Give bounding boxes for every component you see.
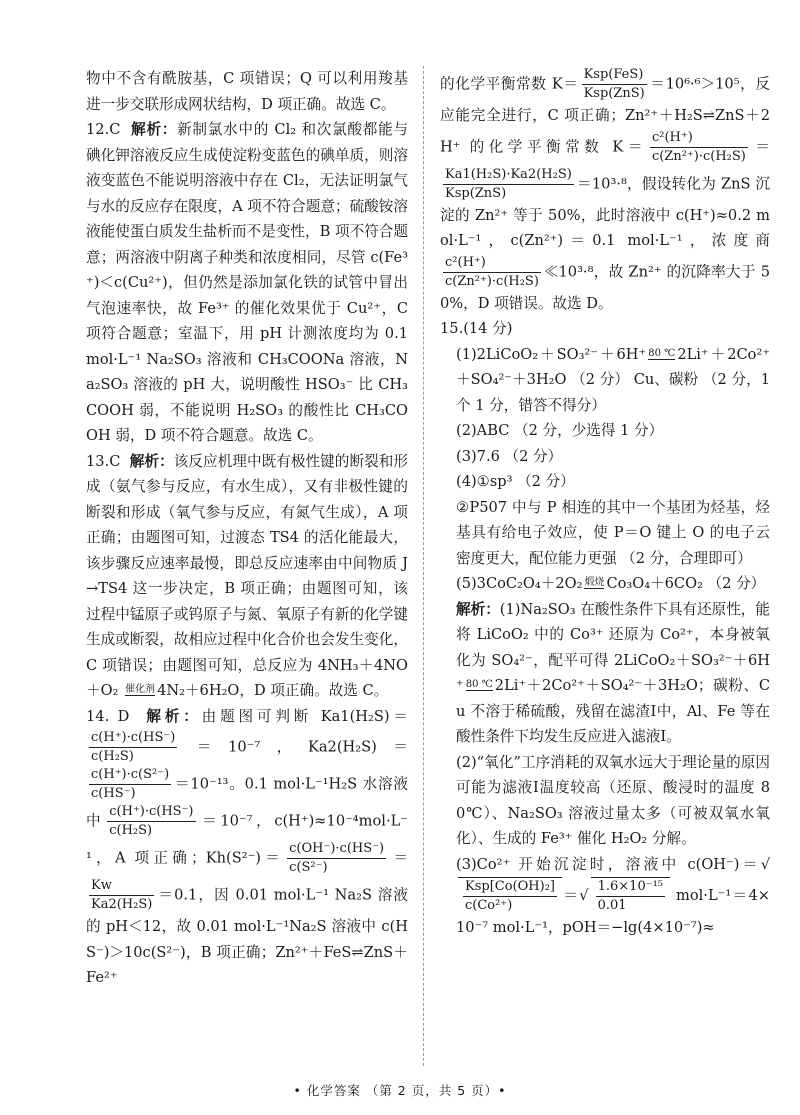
q15-part4a: (4)①sp³ （2 分） [456,473,575,490]
q15-explanation-1: 解析：(1)Na₂SO₃ 在酸性条件下具有还原性，能将 LiCoO₂ 中的 Co³⁺ 还原为 Co²⁺，本身被氧化为 SO₄²⁻，配平可得 2LiCoO₂＋SO₃²⁻＋6H⁺ 80 ℃ 2Li⁺＋2Co²⁺＋SO₄²⁻＋3H₂O；碳粉、Cu 不溶于稀硫酸，残留在滤渣Ⅰ中，Al、Fe 等在酸性条件下均发生反应进入滤液Ⅰ。 [456,600,770,745]
q12-label: 解析： [131,121,178,138]
right-column [440,66,770,941]
fraction-h2s: $\frac{c(H^+)\cdot c(HS^-)}{\text{c(H₂S)}}$ [109,804,194,838]
fraction-numeric: $\frac{\text{1.6×10⁻¹⁵}}{0.01}$ [597,879,664,913]
q15-explanation-2: (2)“氧化”工序消耗的双氧水远大于理论量的原因可能为滤液Ⅰ温度较高（还原、酸浸时的温度 80℃）、Na₂SO₃ 溶液过量太多（可被双氧水氧化）、生成的 Fe³⁺ 催化 H₂O₂ 分解。 [456,753,770,847]
q13-number: 13.C [86,452,121,470]
catalyst-arrow: 催化剂 [125,684,156,695]
q15-part3: (3)7.6 （2 分） [456,447,563,465]
fraction-ka-product: $\frac{\text{Ka1(H₂S)·Ka2(H₂S)}}{\text{Ksp(ZnS)}}$ [445,166,572,201]
heat-arrow: 80 ℃ [648,347,676,359]
q14-text-f: ＝0.1，因 0.01 mol·L⁻¹ Na₂S 溶液的 pH＜12，故 0.01 mol·L⁻¹Na₂S 溶液中 c(HS⁻)＞10c(S²⁻)，B 项正确；Zn²⁺＋FeS⇌ZnS＋Fe²⁺ [86,886,408,986]
q15-part4b: ②P507 中与 P 相连的其中一个基团为烃基，烃基具有给电子效应，使 P＝O 键上 O 的电子云密度更大，配位能力更强 （2 分，合理即可） [456,498,770,567]
q13-answer [86,449,408,704]
q14-text-b: ＝10⁻⁷，Ka2(H₂S)＝ [180,738,408,756]
fraction-k: $\frac{\text{c²(H⁺)}}{\text{c(Zn²⁺)·c(H₂S)}}$ [651,129,746,164]
fraction-ksp-co: $\frac{\text{Ksp[Co(OH)₂]}}{\text{c(Co²⁺)}}$ [465,879,555,913]
heat-arrow-2: 80 ℃ [465,679,493,690]
left-column [86,66,408,991]
sqrt-icon: √ [760,855,770,873]
fraction-kw: $\frac{Kw}{\text{Ka2(H₂S)}}$ [91,878,153,912]
q13-end: 4N₂＋6H₂O，D 项正确。故选 C。 [157,682,389,699]
page-footer: • 化学答案 （第 2 页，共 5 页）• [293,1083,507,1098]
q13-text: 该反应机理中既有极性键的断裂和形成（氨气参与反应，有水生成），又有非极性键的断裂和形成（氧气参与反应，有氮气生成），A 项正确；由题图可知，过渡态 TS4 的活化能最大，该步骤反应速率最慢，即总反应速率由中间物质 J→TS4 这一步决定，B 项正确；由题图可知，该过程中锰原子或钨原子与氮、氧原子有新的化学键生成或断裂，故相应过程中化合价也会发生变化，C 项错误；由题图可知，总反应为 4NH₃＋4NO＋O₂ [86,452,408,699]
q14-label: 解析： [146,707,202,725]
q15-part2: (2)ABC （2 分，少选得 1 分） [456,422,664,439]
fraction-ka2: $\frac{\text{c(H⁺)·c(S²⁻)}}{c(HS^-)}$ [91,767,170,801]
q13-label: 解析： [129,452,174,470]
q15-part1: (1)2LiCoO₂＋SO₃²⁻＋6H⁺ 80 ℃ 2Li⁺＋2Co²⁺＋SO₄²⁻＋3H₂O （2 分） Cu、碳粉 （2 分，1 个 1 分，错答不得分） [456,345,770,414]
q12-number: 12.C [86,121,121,138]
q14-number: 14. D [86,707,130,725]
q14-answer [86,704,408,991]
q15-part5: (5)3CoC₂O₄＋2O₂ 煅烧 Co₃O₄＋6CO₂ （2 分） [456,575,766,592]
q14-text-a: 由题图可判断 Ka1(H₂S)＝ [201,707,408,725]
q14-text-d: ＝10⁻⁷，c(H⁺)≈10⁻⁴mol·L⁻¹，A 项正确；Kh(S²⁻)＝ [86,812,408,867]
q11-tail: 物中不含有酰胺基，C 项错误；Q 可以利用羧基进一步交联形成网状结构，D 项正确。故选 C。 [86,70,408,113]
fraction-q: $\frac{\text{c²(H⁺)}}{\text{c(Zn²⁺)·c(H₂S)}}$ [445,254,539,289]
q15-explanation-3: (3)Co²⁺ 开始沉淀时，溶液中 c(OH⁻)＝√ $\frac{\text{Ksp[Co(OH)₂]}}{\text{c(Co²⁺)}}$ ＝√ $\frac{\text{1.6×10⁻¹⁵}}{0.01}$ mol·L⁻¹＝4×10⁻⁷ mol·L⁻¹，pOH＝−lg(4×10⁻⁷)≈ [456,855,770,936]
q15-heading: 15.(14 分) [440,320,513,337]
q14-text-c: ＝10⁻¹³。0.1 mol·L⁻¹H₂S 水溶液中 [86,775,408,830]
fraction-kh: $\frac{c(OH^-)\cdot c(HS^-)}{\text{c(S²⁻)}}$ [289,841,385,875]
fraction-ka1: $\frac{c(H^+)\cdot c(HS^-)}{\text{c(H₂S)}}$ [91,730,176,764]
sqrt-icon-2: √ [579,887,589,904]
q14-continued: 的化学平衡常数 K＝ $\frac{\text{Ksp(FeS)}}{\text{Ksp(ZnS)}}$ ＝10⁶·⁶＞10⁵，反应能完全进行，C 项正确；Zn²⁺＋H₂S⇌ZnS＋2H⁺ 的化学平衡常数 K＝ $\frac{\text{c²(H⁺)}}{\text{c(Zn²⁺)·c(H₂S)}}$ ＝ $\frac{\text{Ka1(H₂S)·Ka2(H₂S)}}{\text{Ksp(ZnS)}}$ ＝10³·⁸，假设转化为 ZnS 沉淀的 Zn²⁺ 等于 50%，此时溶液中 c(H⁺)≈0.2 mol·L⁻¹，c(Zn²⁺)＝0.1 mol·L⁻¹，浓度商 $\frac{\text{c²(H⁺)}}{\text{c(Zn²⁺)·c(H₂S)}}$ ≪10³·⁸，故 Zn²⁺ 的沉降率大于 50%，D 项错误。故选 D。 [440,67,770,312]
column-divider [423,66,424,1066]
q12-text: 新制氯水中的 Cl₂ 和次氯酸都能与碘化钾溶液反应生成使淀粉变蓝色的碘单质，则溶液变蓝色不能说明溶液中存在 Cl₂，无法证明氯气与水的反应存在限度，A 项不符合题意；硫酸铵溶液能使蛋白质发生盐析而不是变性，B 项不符合题意；两溶液中阴离子种类和浓度相同，尽管 c(Fe³⁺)＜c(Cu²⁺)，但仍然是添加氯化铁的试管中冒出气泡速率快，故 Fe³⁺ 的催化效果优于 Cu²⁺，C 项符合题意；室温下，用 pH 计测浓度均为 0.1 mol·L⁻¹ Na₂SO₃ 溶液和 CH₃COONa 溶液，Na₂SO₃ 溶液的 pH 大，说明酸性 HSO₃⁻ 比 CH₃COOH 弱，不能说明 H₂SO₃ 的酸性比 CH₃COOH 弱，D 项不符合题意。故选 C。 [86,121,408,444]
fraction-ksp: $\frac{\text{Ksp(FeS)}}{\text{Ksp(ZnS)}}$ [583,67,645,101]
calcine-arrow: 煅烧 [584,577,605,588]
q12-answer [86,117,408,449]
q14-text-e: ＝ [389,849,408,867]
